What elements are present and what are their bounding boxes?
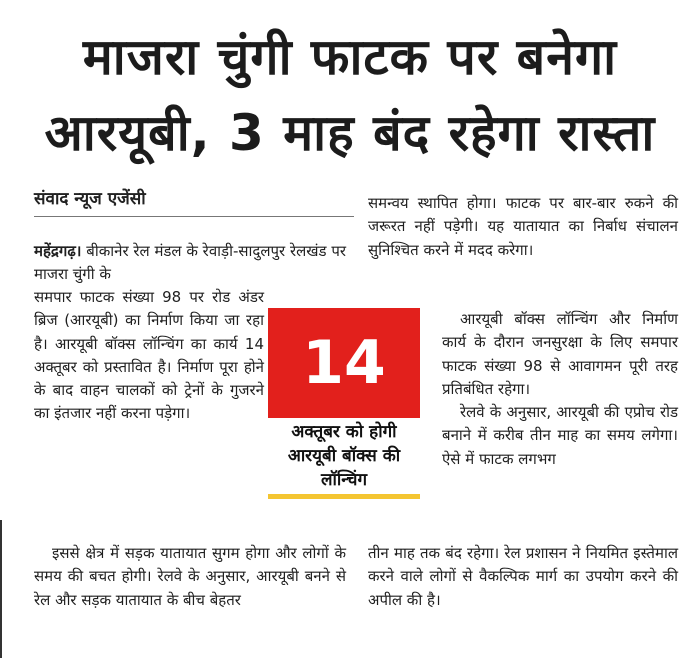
pullquote-underline — [268, 494, 420, 499]
right-column-bottom — [368, 542, 678, 612]
left-column-bottom — [34, 542, 346, 612]
lead-text: बीकानेर रेल मंडल के रेवाड़ी-सादुलपुर रेलखंड पर माजरा चुंगी के — [34, 242, 346, 284]
headline-line-2: आरयूबी, 3 माह बंद रहेगा रास्ता — [44, 104, 656, 162]
right-paragraph-2: रेलवे के अनुसार, आरयूबी की एप्रोच रोड बनाने में करीब तीन माह का समय लगेगा। ऐसे में फाटक लगभग — [442, 403, 678, 468]
right-column-top — [368, 192, 678, 262]
byline: संवाद न्यूज एजेंसी — [34, 189, 146, 209]
left-paragraph: समपार फाटक संख्या 98 पर रोड अंडर ब्रिज (आरयूबी) का निर्माण किया जा रहा है। आरयूबी बॉक्स लॉन्चिंग का कार्य 14 अक्तूबर को प्रस्तावित है। निर्माण पूरा होने के बाद वाहन चालकों को ट्रेनों के गुजरने का इंतजार नहीं करना पड़ेगा। — [34, 288, 264, 423]
side-mark — [0, 520, 2, 658]
left-column-lead — [34, 240, 346, 287]
pullquote-number-box: 14 — [268, 308, 420, 418]
left-column-narrow — [34, 286, 264, 426]
pullquote-caption: अक्तूबर को होगी आरयूबी बॉक्स की लॉन्चिंग — [287, 422, 401, 490]
dateline: महेंद्रगढ़। — [34, 242, 82, 260]
left-bottom-paragraph: इससे क्षेत्र में सड़क यातायात सुगम होगा और लोगों के समय की बचत होगी। रेलवे के अनुसार, आरयूबी बनने से रेल और सड़क यातायात के बीच बेहतर — [34, 544, 346, 609]
right-column-narrow — [442, 308, 678, 471]
right-bottom-paragraph: तीन माह तक बंद रहेगा। रेल प्रशासन ने नियमित इस्तेमाल करने वाले लोगों से वैकल्पिक मार्ग का उपयोग करने की अपील की है। — [368, 544, 678, 609]
right-top-paragraph: समन्वय स्थापित होगा। फाटक पर बार-बार रुकने की जरूरत नहीं पड़ेगी। यह यातायात का निर्बाध संचालन सुनिश्चित करने में मदद करेगा। — [368, 194, 678, 259]
byline-rule — [34, 216, 354, 217]
right-paragraph-1: आरयूबी बॉक्स लॉन्चिंग और निर्माण कार्य के दौरान जनसुरक्षा के लिए समपार फाटक संख्या 98 से आवागमन पूरी तरह प्रतिबंधित रहेगा। — [442, 310, 678, 398]
headline-line-1: माजरा चुंगी फाटक पर बनेगा — [82, 28, 618, 86]
